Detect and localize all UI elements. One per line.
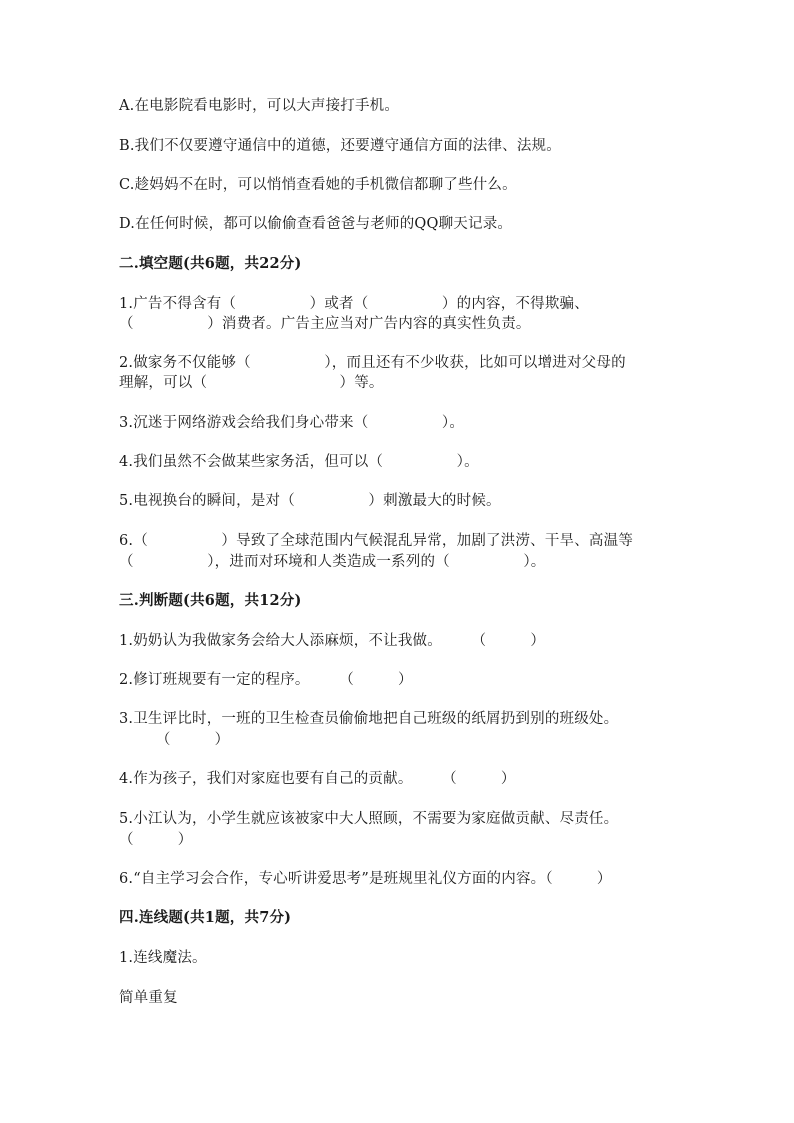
fill-question-6-line-1: 6.（ ）导致了全球范围内气候混乱异常，加剧了洪涝、干旱、高温等 <box>119 533 634 549</box>
option-b: B.我们不仅要遵守通信中的道德，还要遵守通信方面的法律、法规。 <box>119 138 561 154</box>
option-a: A.在电影院看电影时，可以大声接打手机。 <box>119 98 400 114</box>
judge-question-5-line-2: （ ） <box>119 832 193 848</box>
section-heading-matching: 四.连线题(共1题，共7分) <box>119 909 292 926</box>
judge-question-6: 6.“自主学习会合作，专心听讲爱思考”是班规里礼仪方面的内容。（ ） <box>119 871 612 887</box>
section-heading-true-false: 三.判断题(共6题，共12分) <box>119 592 302 609</box>
judge-question-1: 1.奶奶认为我做家务会给大人添麻烦，不让我做。 （ ） <box>119 633 546 649</box>
fill-question-3: 3.沉迷于网络游戏会给我们身心带来（ ）。 <box>119 415 465 431</box>
fill-question-4: 4.我们虽然不会做某些家务活，但可以（ ）。 <box>119 454 479 470</box>
judge-question-2: 2.修订班规要有一定的程序。 （ ） <box>119 672 413 688</box>
fill-question-2-line-2: 理解，可以（ ）等。 <box>119 375 384 391</box>
judge-question-4: 4.作为孩子，我们对家庭也要有自己的贡献。 （ ） <box>119 771 516 787</box>
fill-question-1-line-1: 1.广告不得含有（ ）或者（ ）的内容，不得欺骗、 <box>119 296 589 312</box>
fill-question-1-line-2: （ ）消费者。广告主应当对广告内容的真实性负责。 <box>119 316 531 332</box>
option-d: D.在任何时候，都可以偷偷查看爸爸与老师的QQ聊天记录。 <box>119 216 513 232</box>
judge-question-3-line-2: （ ） <box>119 732 230 748</box>
judge-question-3-line-1: 3.卫生评比时，一班的卫生检查员偷偷地把自己班级的纸屑扔到别的班级处。 <box>119 711 619 727</box>
fill-question-5: 5.电视换台的瞬间，是对（ ）刺激最大的时候。 <box>119 493 501 509</box>
section-heading-fill-in: 二.填空题(共6题，共22分) <box>119 255 302 272</box>
fill-question-6-line-2: （ ），进而对环境和人类造成一系列的（ ）。 <box>119 554 546 570</box>
judge-question-5-line-1: 5.小江认为，小学生就应该被家中大人照顾，不需要为家庭做贡献、尽责任。 <box>119 811 619 827</box>
matching-item-label: 简单重复 <box>119 990 178 1006</box>
matching-question-1: 1.连线魔法。 <box>119 950 207 966</box>
option-c: C.趁妈妈不在时，可以悄悄查看她的手机微信都聊了些什么。 <box>119 177 517 193</box>
fill-question-2-line-1: 2.做家务不仅能够（ ），而且还有不少收获，比如可以增进对父母的 <box>119 355 626 371</box>
